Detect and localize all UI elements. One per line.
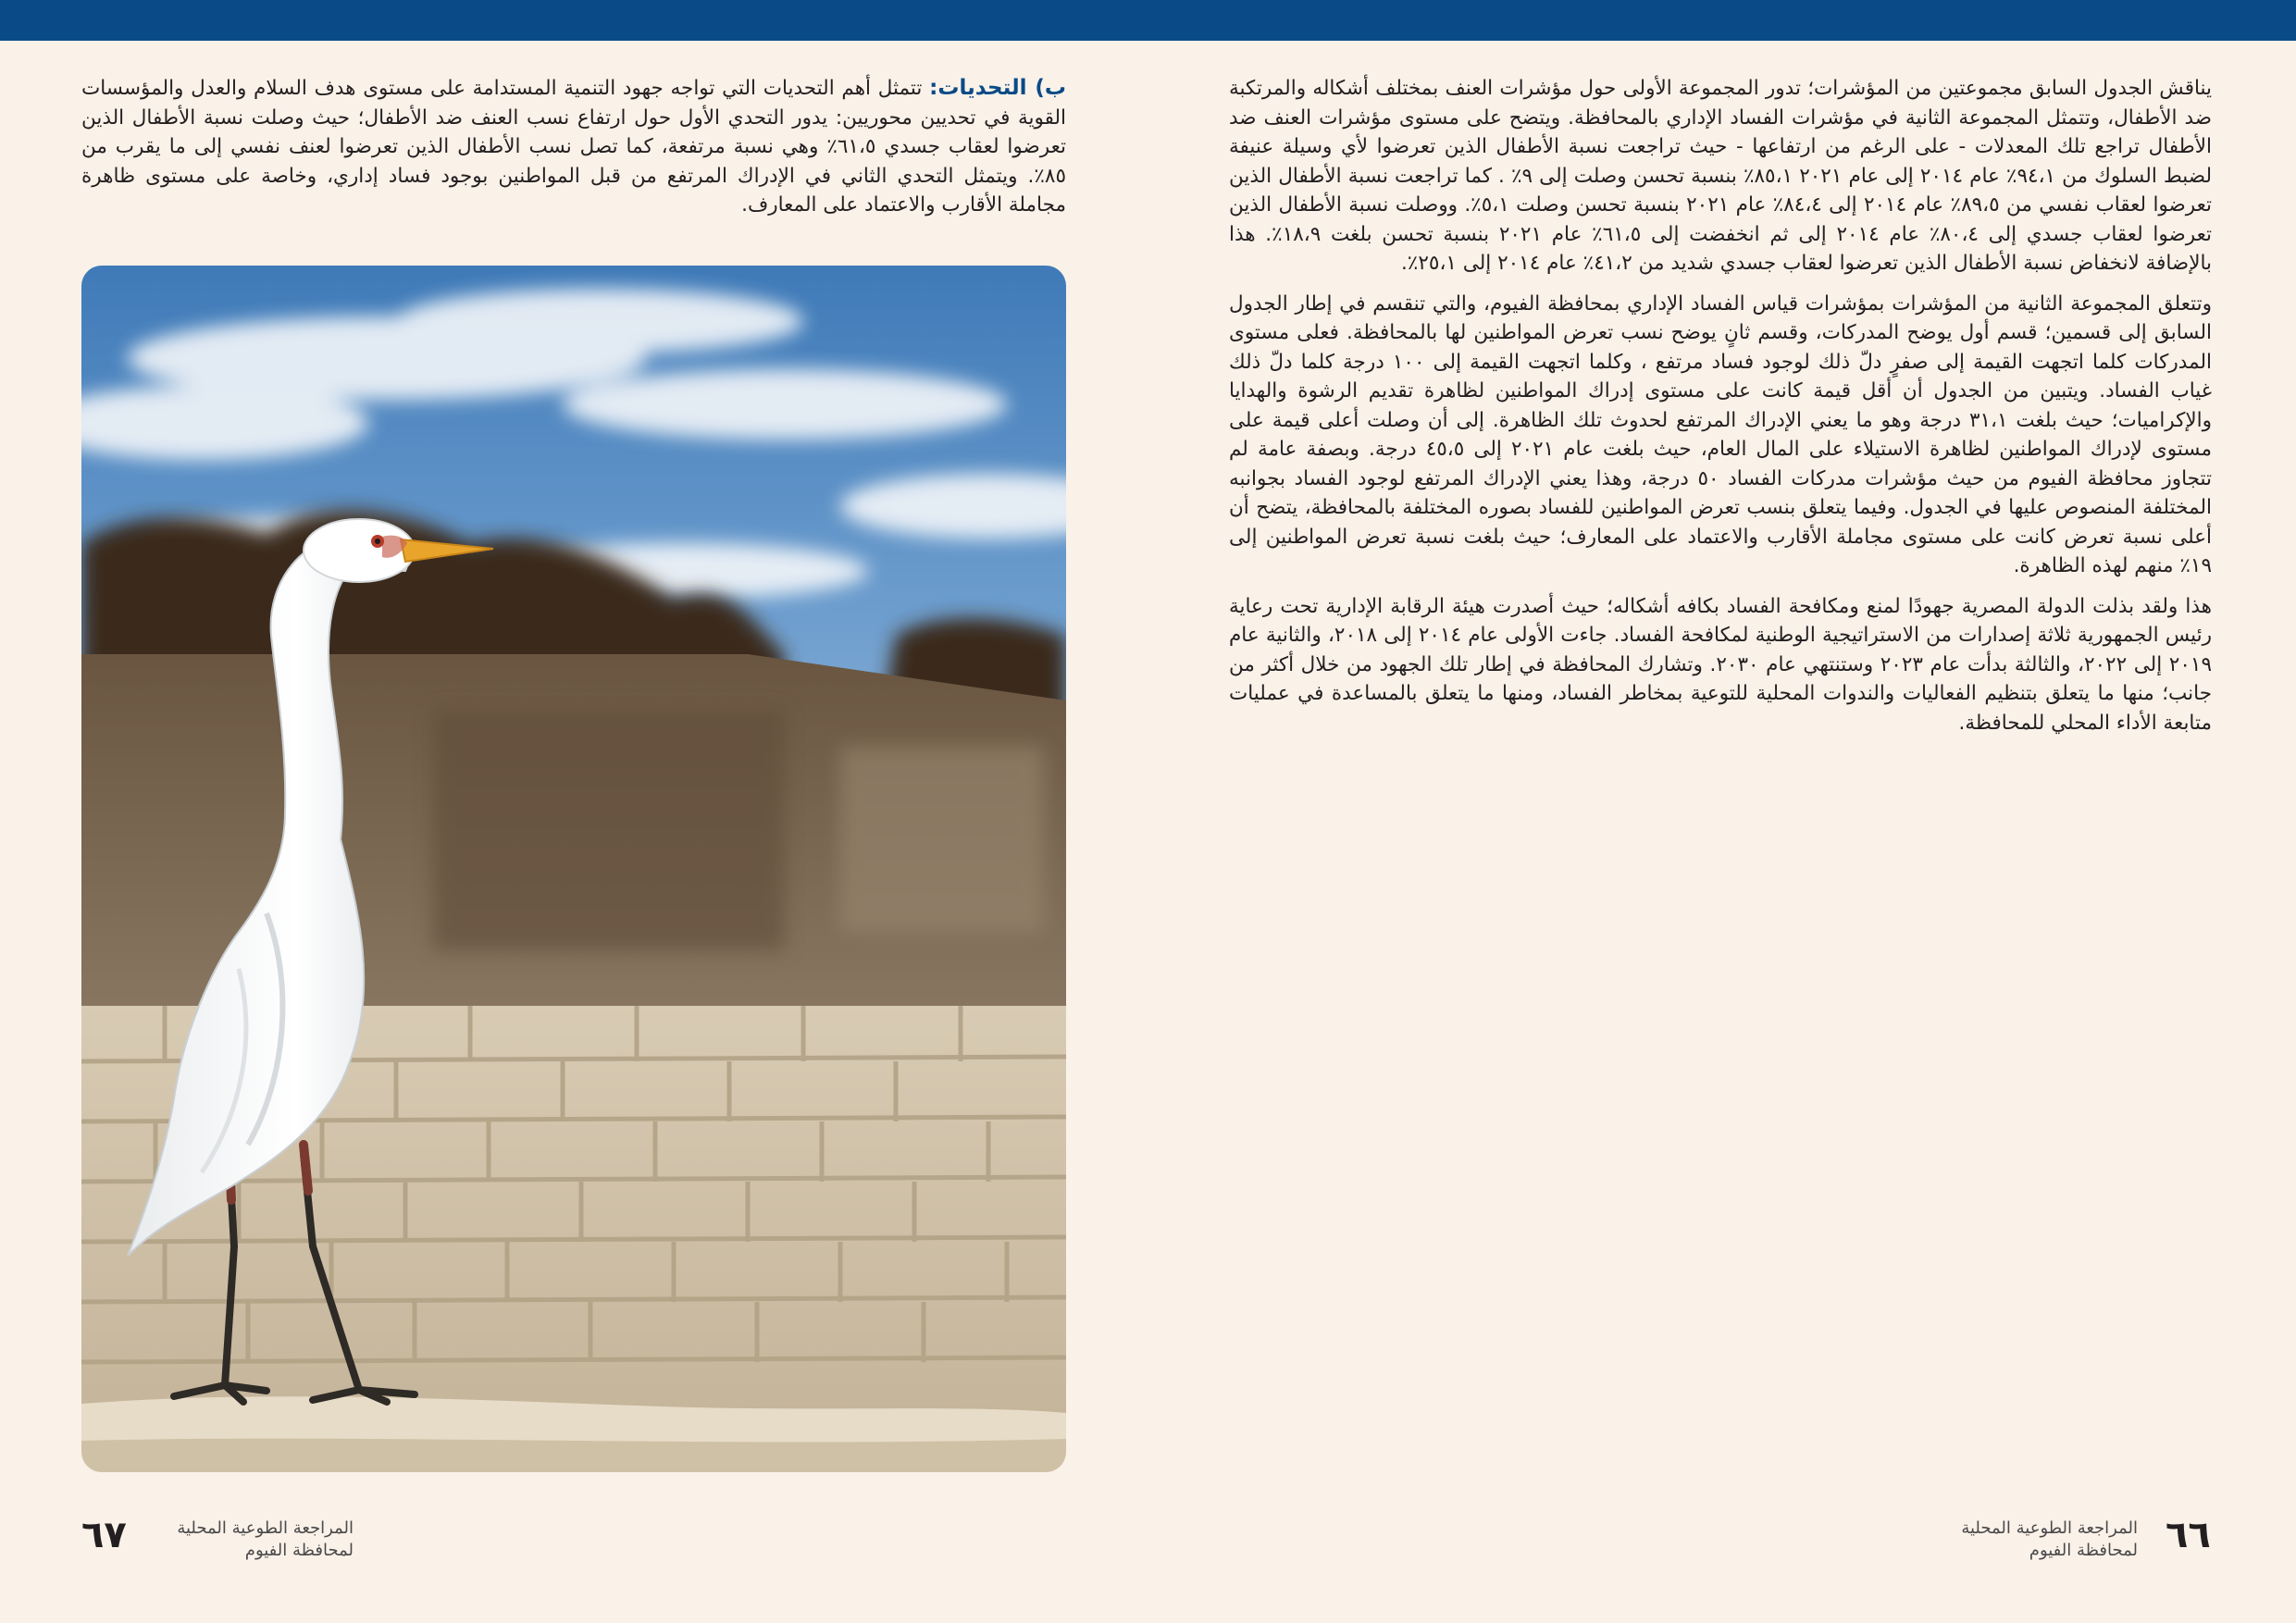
right-page-body [1229, 74, 2212, 749]
page-number-67: ٦٧ [81, 1514, 127, 1556]
challenges-paragraph [81, 74, 1066, 220]
egret-photo [81, 266, 1066, 1472]
left-footer-title: المراجعة الطوعية المحلية [177, 1518, 354, 1538]
right-footer-title: المراجعة الطوعية المحلية [1961, 1518, 2138, 1538]
paragraph-violence-indicators: يناقش الجدول السابق مجموعتين من المؤشرات؛ تدور المجموعة الأولى حول مؤشرات العنف بمختلف أشكاله والمرتكبة ضد الأطفال، وتتمثل المجموعة الثانية في مؤشرات الفساد الإداري بالمحافظة. ويتضح على مستوى مؤشرات العنف ضد الأطفال تراجع تلك المعدلات - على الرغم من ارتفاعها - حيث تراجعت نسبة الأطفال الذين تعرضوا لأي وسيلة عنيفة لضبط السلوك من ٩٤،١٪ عام ٢٠١٤ إلى عام ٢٠٢١ ٨٥،١٪ بنسبة تحسن وصلت إلى ٩٪ . كما تراجعت نسبة الأطفال الذين تعرضوا لعقاب نفسي من ٨٩،٥٪ عام ٢٠١٤ إلى ٨٤،٤٪ عام ٢٠٢١ بنسبة تحسن وصلت ٥،١٪. ووصلت نسبة الأطفال الذين تعرضوا لعقاب جسدي إلى ٨٠،٤٪ عام ٢٠١٤ إلى ثم انخفضت إلى ٦١،٥٪ عام ٢٠٢١ بنسبة تحسن بلغت ١٨،٩٪. هذا بالإضافة لانخفاض نسبة الأطفال الذين تعرضوا لعقاب جسدي شديد من ٤١،٢٪ عام ٢٠١٤ إلى ٢٥،١٪. [1229, 77, 2212, 275]
left-footer-caption [139, 1518, 354, 1562]
paragraph-corruption-indicators: وتتعلق المجموعة الثانية من المؤشرات بمؤشرات قياس الفساد الإداري بمحافظة الفيوم، والتي تنقسم في إطار الجدول السابق إلى قسمين؛ قسم أول يوضح المدركات، وقسم ثانٍ يوضح نسب تعرض المواطنين لها بالمحافظة. فعلى مستوى المدركات كلما اتجهت القيمة إلى صفرٍ دلّ ذلك لوجود فساد مرتفع ، وكلما اتجهت القيمة إلى ١٠٠ درجة كلما دلّ ذلك غياب الفساد. ويتبين من الجدول أن أقل قيمة كانت على مستوى إدراك المواطنين لظاهرة تقديم الرشوة والهدايا والإكراميات؛ حيث بلغت ٣١،١ درجة وهو ما يعني الإدراك المرتفع لحدوث تلك الظاهرة. إلى أن وصلت أعلى قيمة على مستوى لإدراك المواطنين لظاهرة الاستيلاء على المال العام، حيث بلغت عام ٢٠٢١ إلى ٤٥،٥ درجة. وبصفة عامة لم تتجاوز محافظة الفيوم من حيث مؤشرات مدركات الفساد ٥٠ درجة، وهذا يعني الإدراك المرتفع لوجود الفساد بجوانبه المختلفة المنصوص عليها في الجدول. وفيما يتعلق بنسب تعرض المواطنين للفساد بصوره المختلفة بالمحافظة، يتضح أن أعلى نسبة تعرض كانت على مستوى مجاملة الأقارب والاعتماد على المعارف؛ حيث بلغت نسبة تعرض المواطنين إلى ١٩٪ منهم لهذه الظاهرة. [1229, 291, 2213, 577]
right-footer-caption [1925, 1518, 2138, 1562]
top-color-bar [0, 0, 2296, 41]
right-footer-subtitle: لمحافظة الفيوم [2029, 1541, 2138, 1560]
challenges-heading: ب) التحديات: [929, 76, 1067, 100]
left-page-body [81, 74, 1066, 231]
left-footer-subtitle: لمحافظة الفيوم [244, 1541, 354, 1560]
paragraph-anti-corruption-efforts: هذا ولقد بذلت الدولة المصرية جهودًا لمنع ومكافحة الفساد بكافه أشكاله؛ حيث أصدرت هيئة الرقابة الإدارية تحت رعاية رئيس الجمهورية ثلاثة إصدارات من الاستراتيجية الوطنية لمكافحة الفساد. جاءت الأولى عام ٢٠١٤ إلى ٢٠١٨، والثانية عام ٢٠١٩ إلى ٢٠٢٢، والثالثة بدأت عام ٢٠٢٣ وستنتهي عام ٢٠٣٠. وتشارك المحافظة في إطار تلك الجهود من خلال أكثر من جانب؛ منها ما يتعلق بتنظيم الفعاليات والندوات المحلية للتوعية بمخاطر الفساد، ومنها ما يتعلق بالمساعدة في عمليات متابعة الأداء المحلي للمحافظة. [1229, 594, 2212, 735]
page-number-66: ٦٦ [2166, 1514, 2211, 1556]
challenges-text: تتمثل أهم التحديات التي تواجه جهود التنمية المستدامة على مستوى هدف السلام والعدل والمؤسسات القوية في تحديين محوريين: يدور التحدي الأول حول ارتفاع نسب العنف ضد الأطفال؛ حيث وصلت نسبة الأطفال الذين تعرضوا لعقاب جسدي ٦١،٥٪ وهي نسبة مرتفعة، كما تصل نسب الأطفال الذين تعرضوا لعنف نفسي إلى ما يقرب من ٨٥٪. ويتمثل التحدي الثاني في الإدراك المرتفع من قبل المواطنين بوجود فساد إداري، وخاصة على مستوى ظاهرة مجاملة الأقارب والاعتماد على المعارف. [81, 77, 1066, 217]
